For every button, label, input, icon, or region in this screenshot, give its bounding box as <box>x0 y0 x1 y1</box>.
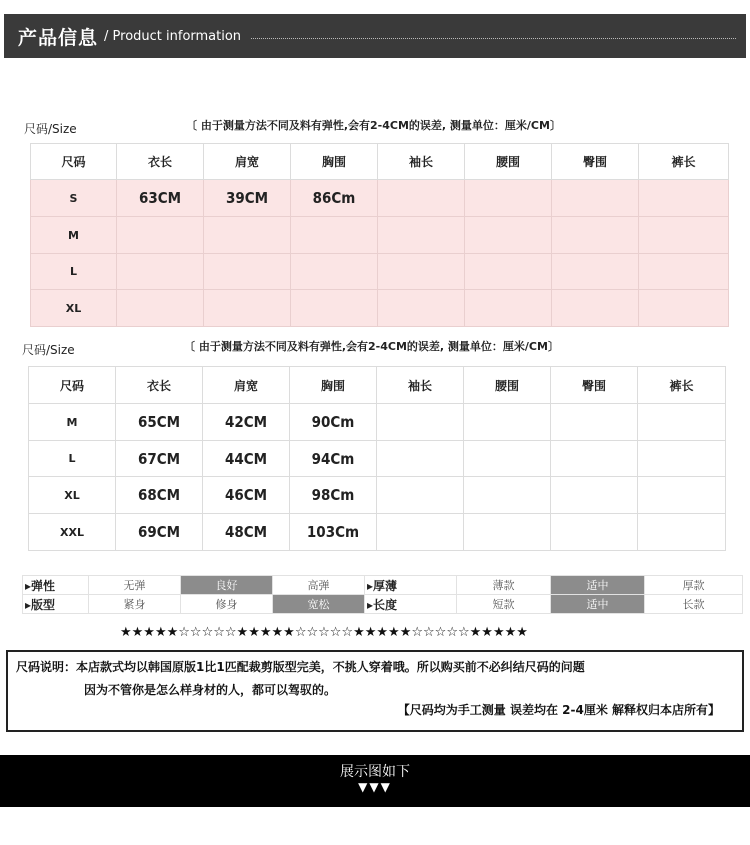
table-cell <box>639 254 729 290</box>
table-cell <box>117 254 204 290</box>
footer-bar <box>0 755 750 807</box>
table-1-header-row <box>31 144 729 180</box>
table-cell <box>204 290 291 327</box>
attr-option: 紧身 <box>89 595 181 614</box>
table-cell: 86Cm <box>291 180 378 217</box>
table-cell: 94Cm <box>290 441 377 477</box>
table-cell: 63CM <box>117 180 204 217</box>
table-cell: 48CM <box>203 514 290 551</box>
table-cell: 39CM <box>204 180 291 217</box>
star-divider: ★★★★★☆☆☆☆☆★★★★★☆☆☆☆☆★★★★★☆☆☆☆☆★★★★★ <box>120 625 528 640</box>
attr-label-elasticity: ▸弹性 <box>23 576 89 595</box>
attr-option-selected: 适中 <box>551 595 645 614</box>
size-label-2: 尺码/Size <box>22 343 75 357</box>
attribute-row <box>23 576 743 595</box>
attr-option: 高弹 <box>273 576 365 595</box>
size-table-1 <box>30 143 729 327</box>
col-header: 衣长 <box>116 367 203 404</box>
col-header: 裤长 <box>639 144 729 180</box>
attr-option: 薄款 <box>457 576 551 595</box>
table-row <box>29 514 726 551</box>
table-cell <box>378 290 465 327</box>
table-cell <box>638 514 726 551</box>
size-label-1: 尺码/Size <box>24 122 77 136</box>
table-cell <box>465 217 552 254</box>
table-row <box>31 290 729 327</box>
size-cell: L <box>31 254 117 290</box>
table-row <box>29 441 726 477</box>
table-cell <box>464 477 551 514</box>
table-cell <box>639 290 729 327</box>
header-bar <box>4 14 746 58</box>
table-cell <box>117 217 204 254</box>
table-cell <box>291 254 378 290</box>
table-cell <box>465 290 552 327</box>
notice-line-1: 尺码说明：本店款式均以韩国原版1比1匹配裁剪版型完美，不挑人穿着哦。所以购买前不必纠结尺码的问题 <box>16 660 585 674</box>
table-cell: 98Cm <box>290 477 377 514</box>
table-cell <box>552 254 639 290</box>
table-cell <box>639 180 729 217</box>
table-cell <box>638 477 726 514</box>
table-cell: 42CM <box>203 404 290 441</box>
size-cell: M <box>29 404 116 441</box>
size-cell: S <box>31 180 117 217</box>
table-cell: 44CM <box>203 441 290 477</box>
table-cell: 90Cm <box>290 404 377 441</box>
attr-option: 无弹 <box>89 576 181 595</box>
col-header: 尺码 <box>31 144 117 180</box>
size-cell: M <box>31 217 117 254</box>
table-cell <box>291 290 378 327</box>
col-header: 肩宽 <box>203 367 290 404</box>
table-cell <box>464 514 551 551</box>
attr-option: 长款 <box>645 595 743 614</box>
header-subtitle: / Product information <box>104 28 242 44</box>
table-cell <box>465 254 552 290</box>
table-cell <box>639 217 729 254</box>
table-cell: 68CM <box>116 477 203 514</box>
col-header: 袖长 <box>378 144 465 180</box>
table-cell <box>551 404 638 441</box>
table-row <box>29 404 726 441</box>
col-header: 腰围 <box>465 144 552 180</box>
table-cell <box>551 514 638 551</box>
col-header: 胸围 <box>291 144 378 180</box>
attribute-row <box>23 595 743 614</box>
table-cell <box>464 404 551 441</box>
table-cell <box>465 180 552 217</box>
col-header: 裤长 <box>638 367 726 404</box>
table-row <box>31 180 729 217</box>
attr-label-fit: ▸版型 <box>23 595 89 614</box>
notice-line-2: 因为不管你是怎么样身材的人，都可以驾驭的。 <box>84 683 337 697</box>
table-cell <box>378 254 465 290</box>
table-cell: 69CM <box>116 514 203 551</box>
table-cell <box>377 477 464 514</box>
size-table-2 <box>28 366 726 551</box>
table-cell <box>551 477 638 514</box>
col-header: 肩宽 <box>204 144 291 180</box>
measure-note-1: 〔 由于测量方法不同及料有弹性,会有2-4CM的误差, 测量单位：厘米/CM〕 <box>186 119 561 132</box>
table-cell: 46CM <box>203 477 290 514</box>
size-cell: XL <box>31 290 117 327</box>
table-row <box>31 254 729 290</box>
table-cell <box>377 441 464 477</box>
table-cell: 103Cm <box>290 514 377 551</box>
table-cell: 65CM <box>116 404 203 441</box>
size-cell: XL <box>29 477 116 514</box>
attr-option-selected: 良好 <box>181 576 273 595</box>
table-cell <box>378 180 465 217</box>
col-header: 臀围 <box>551 367 638 404</box>
table-cell <box>291 217 378 254</box>
attr-option-selected: 宽松 <box>273 595 365 614</box>
size-cell: XXL <box>29 514 116 551</box>
table-cell <box>638 404 726 441</box>
col-header: 袖长 <box>377 367 464 404</box>
col-header: 衣长 <box>117 144 204 180</box>
table-cell <box>552 217 639 254</box>
attr-option: 短款 <box>457 595 551 614</box>
table-cell <box>464 441 551 477</box>
col-header: 臀围 <box>552 144 639 180</box>
attr-label-length: ▸长度 <box>365 595 457 614</box>
measure-note-2: 〔 由于测量方法不同及料有弹性,会有2-4CM的误差, 测量单位：厘米/CM〕 <box>184 340 559 353</box>
table-cell <box>552 290 639 327</box>
down-arrows-icon: ▼▼▼ <box>358 780 392 794</box>
table-row <box>31 217 729 254</box>
attr-label-thickness: ▸厚薄 <box>365 576 457 595</box>
size-cell: L <box>29 441 116 477</box>
attr-option: 厚款 <box>645 576 743 595</box>
table-cell: 67CM <box>116 441 203 477</box>
col-header: 胸围 <box>290 367 377 404</box>
header-dotted-line <box>251 38 736 39</box>
col-header: 尺码 <box>29 367 116 404</box>
notice-line-3: 【尺码均为手工测量 误差均在 2-4厘米 解释权归本店所有】 <box>397 703 720 717</box>
table-row <box>29 477 726 514</box>
table-cell <box>378 217 465 254</box>
attr-option: 修身 <box>181 595 273 614</box>
table-cell <box>117 290 204 327</box>
table-cell <box>638 441 726 477</box>
size-notice-box <box>6 650 744 732</box>
table-cell <box>377 404 464 441</box>
table-cell <box>552 180 639 217</box>
footer-text: 展示图如下 <box>340 764 410 780</box>
attribute-table <box>22 575 743 614</box>
attr-option-selected: 适中 <box>551 576 645 595</box>
header-title: 产品信息 <box>18 26 99 49</box>
table-2-header-row <box>29 367 726 404</box>
table-cell <box>551 441 638 477</box>
table-cell <box>204 217 291 254</box>
table-cell <box>204 254 291 290</box>
col-header: 腰围 <box>464 367 551 404</box>
table-cell <box>377 514 464 551</box>
